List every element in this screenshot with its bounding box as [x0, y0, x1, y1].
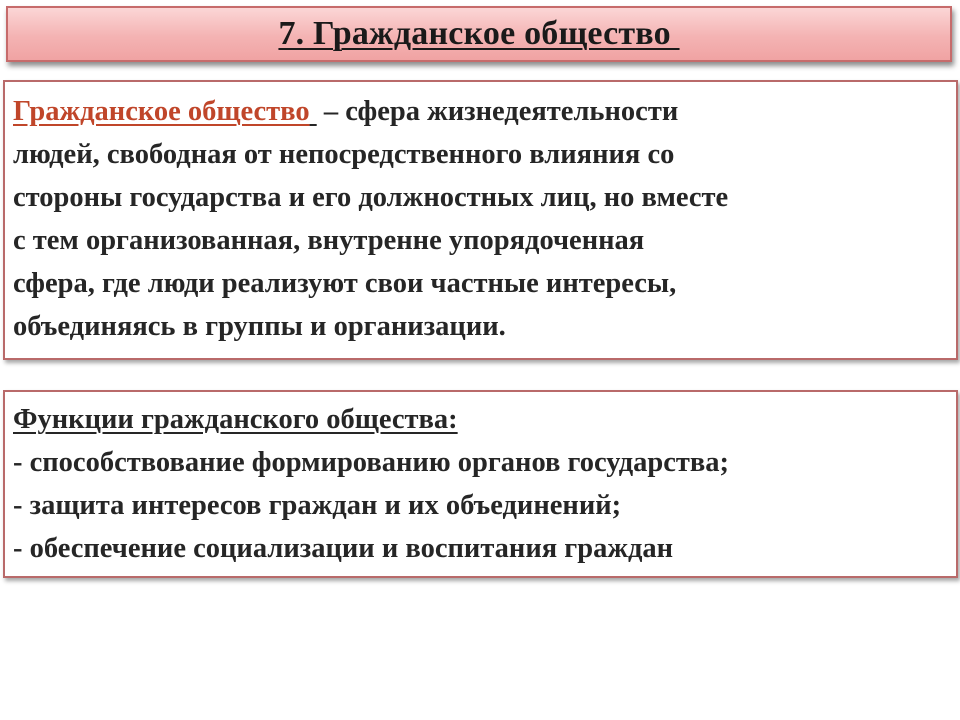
- functions-box: [3, 390, 958, 578]
- definition-term-gap: [310, 96, 317, 127]
- definition-term: Гражданское общество: [13, 96, 310, 127]
- definition-line-2: людей, свободная от непосредственного влияния со: [13, 139, 675, 170]
- definition-line-4: с тем организованная, внутренне упорядоченная: [13, 225, 645, 256]
- function-item-3: - обеспечение социализации и воспитания граждан: [13, 533, 674, 564]
- definition-box: [3, 80, 958, 360]
- definition-line-1-rest: – сфера жизнедеятельности: [323, 96, 679, 127]
- definition-line-6: объединяясь в группы и организации.: [13, 311, 506, 342]
- definition-line-1: [13, 90, 956, 133]
- definition-line-3: стороны государства и его должностных лиц, но вместе: [13, 182, 729, 213]
- function-item-2: - защита интересов граждан и их объединений;: [13, 490, 622, 521]
- slide-title: 7. Гражданское общество: [278, 15, 680, 52]
- title-banner: [6, 6, 952, 62]
- definition-line-5: сфера, где люди реализуют свои частные интересы,: [13, 268, 677, 299]
- function-item-1: - способствование формированию органов государства;: [13, 447, 730, 478]
- functions-heading: Функции гражданского общества:: [13, 404, 458, 435]
